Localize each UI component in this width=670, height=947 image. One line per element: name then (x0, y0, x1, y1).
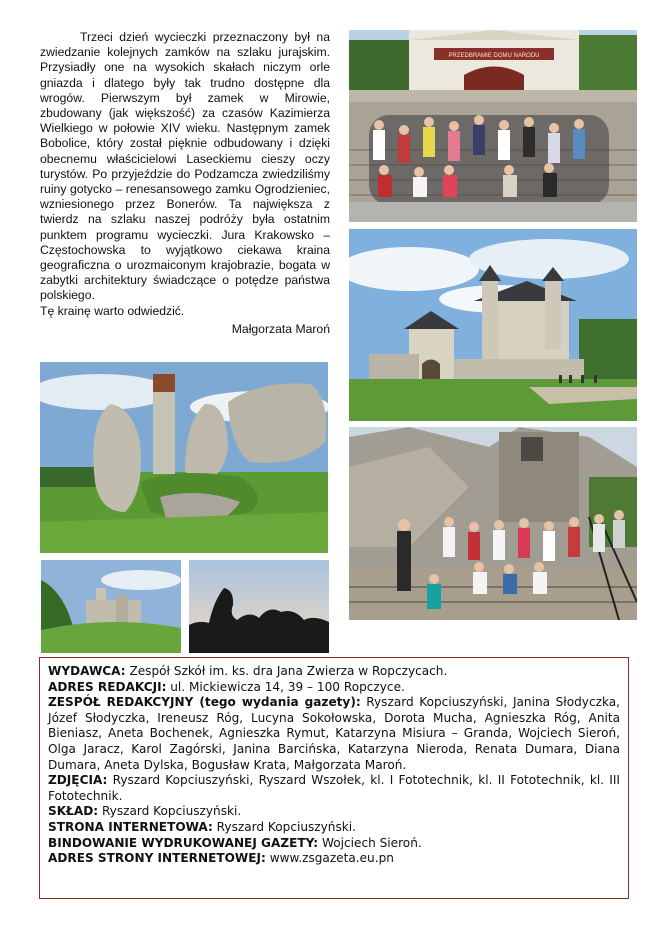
imprint-publisher: WYDAWCA: Zespół Szkół im. ks. dra Jana Zwierza w Ropczycach. (48, 664, 448, 678)
imprint-editorial-team: ZESPÓŁ REDAKCYJNY (tego wydania gazety): Ryszard Kopciuszyński, Janina Słodyczka, Józef Słodyczka, Ireneusz Róg, Lucyna Sokołowska, Dorota Mucha, Agnieszka Róg, Anita Bieniasz, Aneta Bochenek, Agnieszka Rymut, Katarzyna Misiura – Granda, Wojciech Sieroń, Olga Jaracz, Karol Zagórski, Janina Barcińska, Katarzyna Nieroda, Renata Dumara, Diana Dumara, Aneta Dylska, Bogusław Krata, Małgorzata Maroń. (48, 695, 621, 772)
imprint-website-url: ADRES STRONY INTERNETOWEJ: www.zsgazeta.eu.pn (48, 851, 394, 866)
gate-sign-text: PRZEDBRAMIE DOMU NARODU (448, 53, 540, 59)
photo-tower-ruins (40, 362, 328, 553)
photo-group-gate (349, 30, 637, 222)
article-author: Małgorzata Maroń (231, 321, 330, 336)
photo-group-ogrodzieniec (349, 427, 637, 620)
imprint-photos: ZDJĘCIA: Ryszard Kopciuszyński, Ryszard Wszołek, kl. I Fototechnik, kl. II Fototechnik, kl. III Fototechnik. (48, 773, 620, 803)
imprint-typesetting: SKŁAD: Ryszard Kopciuszyński. (48, 804, 242, 819)
imprint-binding: BINDOWANIE WYDRUKOWANEJ GAZETY: Wojciech Sieroń. (48, 835, 422, 850)
photo-rock-silhouette (189, 560, 329, 653)
article-closing: Tę krainę warto odwiedzić. (40, 303, 185, 318)
article-body: Trzeci dzień wycieczki przeznaczony był na zwiedzanie kolejnych zamków na szlaku jurajskim. Przysiadły one na wysokich skałach niczym orle gniazda i dlatego były tak trudno dostępne dla wrogów. Pierwszym był zamek w Mirowie, zbudowany (jak większość) za czasów Kazimierza Wielkiego w połowie XIV wieku. Następnym zamek Bobolice, który został pięknie odbudowany i dzięki obecnemu właścicielowi Laseckiemu cieszy oczy turystów. Po przyjeździe do Podzamcza zwiedziliśmy ruiny gotycko – renesansowego zamku Ogrodzieniec, wzniesionego przez Bonerów. Ta największa z twierdz na szlaku naszej podróży była ostatnim punktem programu wycieczki. Jura Krakowsko – Częstochowska to wyjątkowo ciekawa kraina geograficzna o urozmaiconym krajobrazie, bogata w zabytki architektury świadczące o potędze państwa polskiego. (40, 30, 330, 303)
photo-small-castle (41, 560, 181, 653)
imprint-website-author: STRONA INTERNETOWA: Ryszard Kopciuszyński. (48, 819, 356, 834)
article (40, 30, 330, 337)
imprint-address: ADRES REDAKCJI: ul. Mickiewicza 14, 39 – 100 Ropczyce. (48, 679, 405, 694)
photo-bobolice-castle (349, 229, 637, 421)
imprint-box (39, 657, 629, 899)
